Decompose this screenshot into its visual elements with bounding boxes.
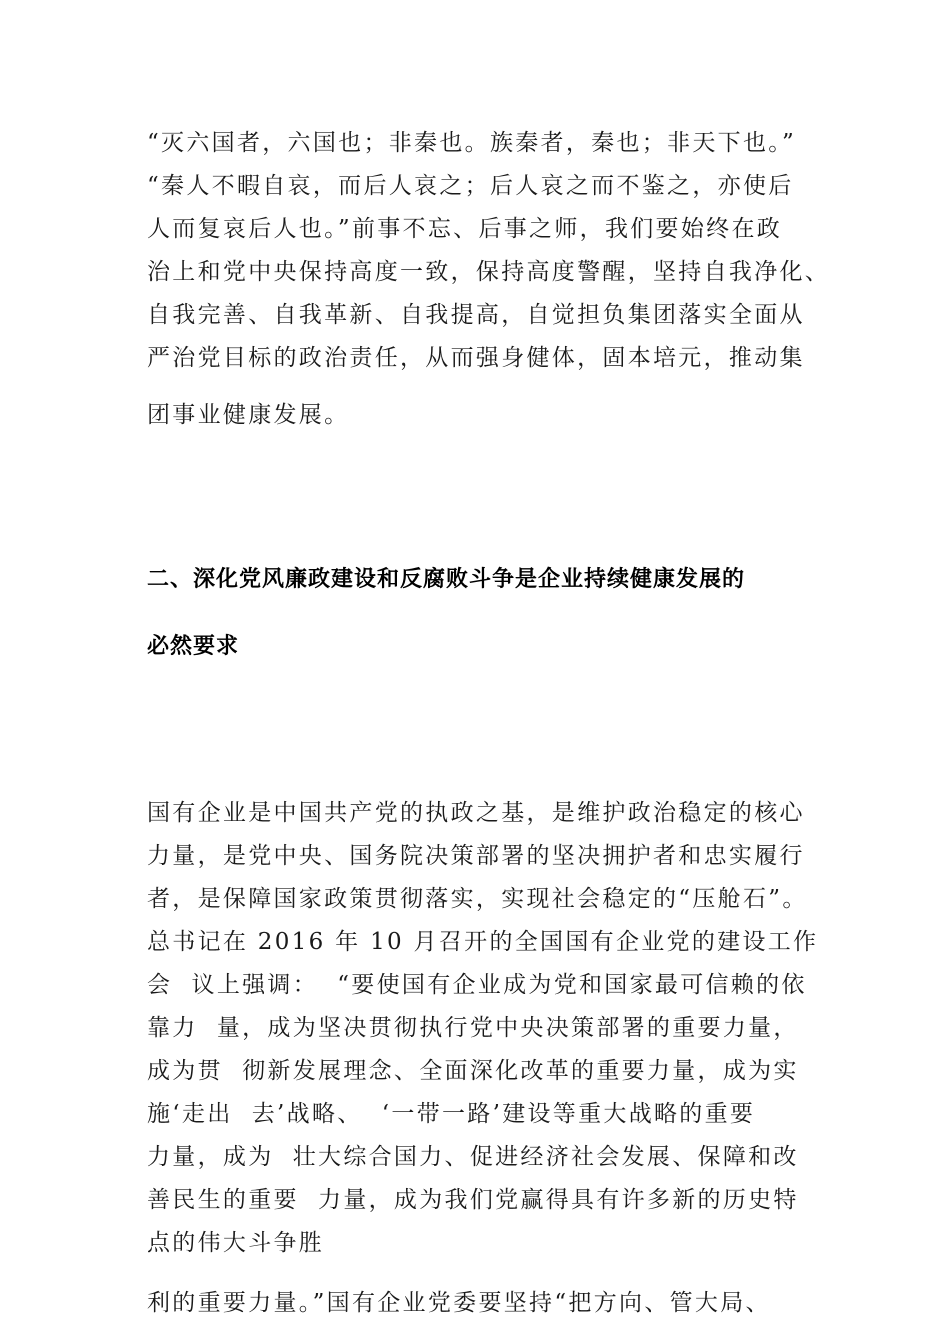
paragraph-2-line-2: 力量，是党中央、国务院决策部署的坚决拥护者和忠实履行 (147, 843, 805, 869)
paragraph-2-line-3: 者，是保障国家政策贯彻落实，实现社会稳定的“压舱石”。 (147, 886, 808, 912)
paragraph-2-line-5: 会 议上强调： “要使国有企业成为党和国家最可信赖的依 (147, 972, 807, 998)
paragraph-2-line-7: 成为贯 彻新发展理念、全面深化改革的重要力量，成为实 (147, 1058, 799, 1084)
section-heading-line-1: 二、深化党风廉政建设和反腐败斗争是企业持续健康发展的 (147, 567, 746, 592)
paragraph-2-line-6: 靠力 量，成为坚决贯彻执行党中央决策部署的重要力量， (147, 1015, 799, 1041)
paragraph-2-line-10: 善民生的重要 力量，成为我们党赢得具有许多新的历史特 (147, 1187, 799, 1213)
paragraph-1-line-7: 团事业健康发展。 (147, 402, 350, 428)
paragraph-1-line-3: 人而复哀后人也。”前事不忘、后事之师，我们要始终在政 (147, 216, 783, 242)
section-heading-line-2: 必然要求 (147, 634, 240, 659)
paragraph-2-line-8: 施‘走出 去’战略、 ‘一带一路’建设等重大战略的重要 (147, 1101, 756, 1127)
paragraph-1-line-4: 治上和党中央保持高度一致，保持高度警醒，坚持自我净化、 (147, 259, 831, 285)
paragraph-2-line-1: 国有企业是中国共产党的执政之基，是维护政治稳定的核心 (147, 800, 805, 826)
paragraph-1-line-2: “秦人不暇自哀，而后人哀之；后人哀之而不鉴之，亦使后 (147, 173, 794, 199)
paragraph-1-line-1: “灭六国者，六国也；非秦也。族秦者，秦也；非天下也。” (147, 130, 797, 156)
paragraph-1-line-5: 自我完善、自我革新、自我提高，自觉担负集团落实全面从 (147, 302, 805, 328)
paragraph-2-line-11: 点的伟大斗争胜 (147, 1230, 325, 1256)
paragraph-2-line-4: 总书记在 2016 年 10 月召开的全国国有企业党的建设工作 (147, 929, 819, 955)
paragraph-2-line-12: 利的重要力量。”国有企业党委要坚持“把方向、管大局、 (147, 1290, 771, 1316)
paragraph-1-line-6: 严治党目标的政治责任，从而强身健体，固本培元，推动集 (147, 345, 805, 371)
paragraph-2-line-9: 力量，成为 壮大综合国力、促进经济社会发展、保障和改 (147, 1144, 799, 1170)
